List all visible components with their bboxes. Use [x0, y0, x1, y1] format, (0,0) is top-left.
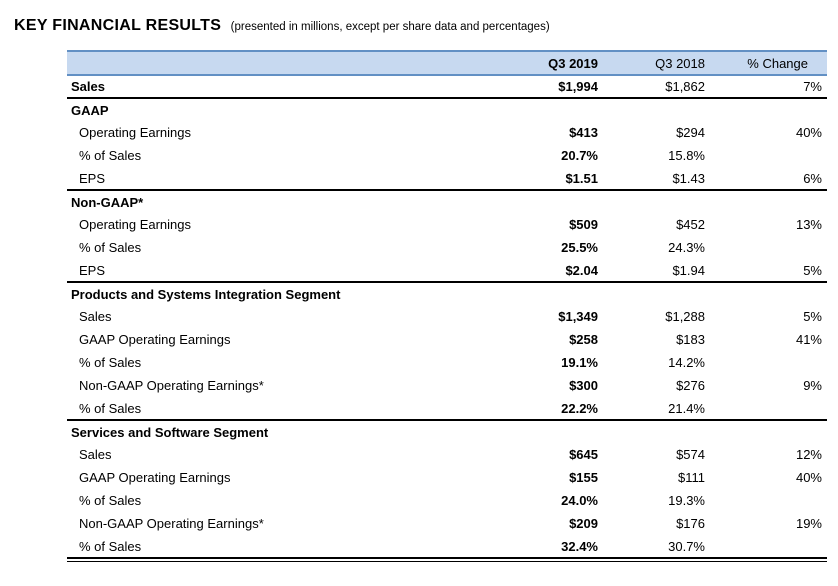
- table-row: [67, 328, 827, 351]
- cell-q3-2018: $294: [676, 125, 705, 140]
- cell-percent-change: [723, 489, 827, 512]
- table-row: [67, 121, 827, 144]
- cell-percent-change: 13%: [795, 217, 822, 232]
- table-header: [67, 51, 827, 75]
- row-label: Operating Earnings: [79, 125, 192, 140]
- row-label: Sales: [79, 447, 112, 462]
- cell-q3-2019: $209: [569, 516, 598, 531]
- table-group: [67, 190, 827, 282]
- cell-q3-2018: $276: [676, 378, 705, 393]
- cell-q3-2019: $300: [569, 378, 598, 393]
- cell-percent-change: 7%: [803, 79, 822, 94]
- page-title: KEY FINANCIAL RESULTS: [14, 17, 222, 34]
- header-q3-2019: Q3 2019: [548, 55, 598, 71]
- row-label: EPS: [79, 262, 106, 278]
- cell-q3-2018: 30.7%: [668, 538, 705, 554]
- cell-q3-2018: $176: [676, 516, 705, 531]
- cell-q3-2019: $155: [569, 470, 598, 485]
- cell-percent-change: [723, 535, 827, 558]
- cell-q3-2019: $1.51: [565, 170, 598, 186]
- row-label: EPS: [79, 170, 106, 186]
- section-label: Products and Systems Integration Segment: [71, 286, 341, 302]
- cell-q3-2019: $258: [569, 332, 598, 347]
- row-label: Non-GAAP Operating Earnings*: [79, 378, 264, 393]
- cell-q3-2018: $111: [678, 470, 705, 485]
- section-header-row: [67, 282, 827, 305]
- header-q3-2018: Q3 2018: [655, 55, 705, 71]
- table-row: [67, 374, 827, 397]
- table-row: [67, 144, 827, 167]
- section-label: Non-GAAP*: [71, 194, 144, 210]
- cell-q3-2019: 22.2%: [561, 400, 598, 416]
- cell-percent-change: 12%: [795, 447, 822, 462]
- table-row: [67, 512, 827, 535]
- section-label: GAAP: [71, 102, 109, 118]
- section-header-row: [67, 190, 827, 213]
- cell-q3-2019: 20.7%: [561, 148, 598, 163]
- table-header-row: [67, 51, 827, 75]
- table-row: [67, 259, 827, 282]
- cell-q3-2019: $645: [569, 447, 598, 462]
- cell-q3-2018: 19.3%: [668, 493, 705, 508]
- cell-q3-2018: 15.8%: [668, 148, 705, 163]
- cell-percent-change: 9%: [803, 378, 822, 393]
- row-label: Non-GAAP Operating Earnings*: [79, 516, 264, 531]
- cell-q3-2019: $509: [569, 217, 598, 232]
- table-row: [67, 489, 827, 512]
- table-row: [67, 305, 827, 328]
- table-group: [67, 282, 827, 420]
- cell-q3-2018: $1,862: [665, 79, 705, 94]
- cell-q3-2018: $574: [676, 447, 705, 462]
- cell-percent-change: 40%: [795, 125, 822, 140]
- financial-table: [67, 50, 827, 559]
- table-row: [67, 167, 827, 190]
- row-label: Operating Earnings: [79, 217, 192, 232]
- cell-q3-2019: 32.4%: [561, 538, 598, 554]
- cell-q3-2019: $1,349: [558, 309, 598, 324]
- cell-percent-change: [723, 351, 827, 374]
- section-label: Services and Software Segment: [71, 424, 269, 440]
- row-label: GAAP Operating Earnings: [79, 332, 231, 347]
- section-header-row: [67, 98, 827, 121]
- page-subtitle: (presented in millions, except per share data and percentages): [230, 21, 550, 33]
- cell-q3-2018: 21.4%: [668, 400, 705, 416]
- table-row: [67, 466, 827, 489]
- page-heading: [14, 17, 838, 35]
- cell-q3-2018: $1.94: [672, 262, 705, 278]
- cell-percent-change: 19%: [795, 516, 822, 531]
- section-header-row: [67, 420, 827, 443]
- cell-q3-2018: $1,288: [665, 309, 705, 324]
- row-label: % of Sales: [79, 355, 142, 370]
- row-label: Sales: [79, 309, 112, 324]
- cell-percent-change: 5%: [803, 309, 822, 324]
- cell-percent-change: [723, 397, 827, 420]
- cell-q3-2019: 24.0%: [561, 493, 598, 508]
- cell-q3-2018: $183: [676, 332, 705, 347]
- table-row: [67, 397, 827, 420]
- cell-percent-change: 5%: [803, 262, 822, 278]
- table-row: [67, 351, 827, 374]
- table-row: [67, 213, 827, 236]
- page: [0, 17, 838, 586]
- row-label: % of Sales: [79, 400, 142, 416]
- cell-q3-2018: $1.43: [672, 170, 705, 186]
- header-label-empty: [67, 51, 497, 75]
- table-group: [67, 98, 827, 190]
- financial-table-container: [67, 50, 827, 562]
- row-label: GAAP Operating Earnings: [79, 470, 231, 485]
- cell-q3-2019: 25.5%: [561, 240, 598, 255]
- table-row: [67, 443, 827, 466]
- cell-q3-2019: $1,994: [558, 79, 598, 94]
- cell-q3-2019: 19.1%: [561, 355, 598, 370]
- cell-percent-change: 40%: [795, 470, 822, 485]
- cell-q3-2018: 14.2%: [668, 355, 705, 370]
- cell-q3-2019: $2.04: [565, 262, 598, 278]
- cell-percent-change: 6%: [803, 170, 822, 186]
- table-group: [67, 420, 827, 558]
- cell-percent-change: 41%: [795, 332, 822, 347]
- cell-q3-2018: 24.3%: [668, 240, 705, 255]
- cell-percent-change: [723, 144, 827, 167]
- table-row: [67, 535, 827, 558]
- row-label: Sales: [71, 79, 105, 94]
- table-row: [67, 75, 827, 98]
- row-label: % of Sales: [79, 493, 142, 508]
- cell-percent-change: [723, 236, 827, 259]
- row-label: % of Sales: [79, 538, 142, 554]
- cell-q3-2019: $413: [569, 125, 598, 140]
- table-row: [67, 236, 827, 259]
- table-group: [67, 75, 827, 98]
- header-percent-change: % Change: [747, 55, 808, 71]
- row-label: % of Sales: [79, 148, 142, 163]
- cell-q3-2018: $452: [676, 217, 705, 232]
- row-label: % of Sales: [79, 240, 142, 255]
